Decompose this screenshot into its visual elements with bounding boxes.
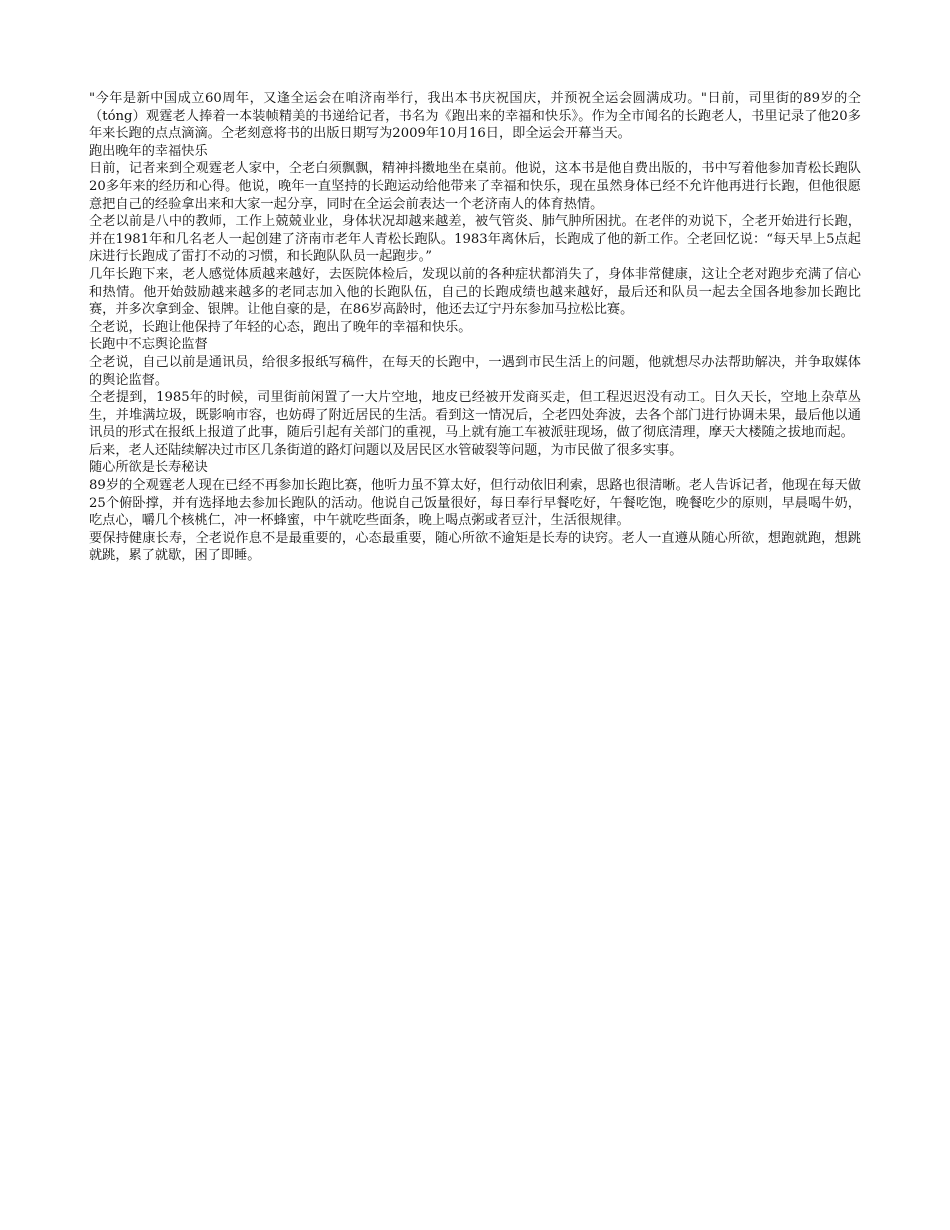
article-paragraph: 仝老说，自己以前是通讯员，给很多报纸写稿件，在每天的长跑中，一遇到市民生活上的问题，他就想尽办法帮助解决，并争取媒体的舆论监督。: [89, 354, 861, 388]
article-paragraph: 仝老说，长跑让他保持了年轻的心态，跑出了晚年的幸福和快乐。: [89, 319, 472, 335]
article-paragraph: 要保持健康长寿，仝老说作息不是最重要的，心态最重要，随心所欲不逾矩是长寿的诀窍。老人一直遵从随心所欲，想跑就跑，想跳就跳，累了就歇，困了即睡。: [89, 530, 861, 564]
article-paragraph: 日前，记者来到仝观霆老人家中，仝老白须飘飘，精神抖擞地坐在桌前。他说，这本书是他自费出版的，书中写着他参加青松长跑队20多年来的经历和心得。他说，晚年一直坚持的长跑运动给他带来了幸福和快乐，现在虽然身体已经不允许他再进行长跑，但他很愿意把自己的经验拿出来和大家一起分享，同时在全运会前表达一个老济南人的体育热情。: [89, 161, 861, 212]
article-body: [89, 90, 861, 565]
section-heading-longevity: 随心所欲是长寿秘诀: [89, 460, 208, 476]
article-paragraph: 后来，老人还陆续解决过市区几条街道的路灯问题以及居民区水管破裂等问题，为市民做了很多实事。: [89, 442, 683, 458]
article-paragraph: 几年长跑下来，老人感觉体质越来越好，去医院体检后，发现以前的各种症状都消失了，身体非常健康，这让仝老对跑步充满了信心和热情。他开始鼓励越来越多的老同志加入他的长跑队伍，自己的长跑成绩也越来越好，最后还和队员一起去全国各地参加长跑比赛，并多次拿到金、银牌。让他自豪的是，在86岁高龄时，他还去辽宁丹东参加马拉松比赛。: [89, 266, 861, 318]
article-paragraph-intro: "今年是新中国成立60周年，又逢全运会在咱济南举行，我出本书庆祝国庆，并预祝全运会圆满成功。"日前，司里街的89岁的仝（tóng）观霆老人捧着一本装帧精美的书递给记者，书名为《跑出来的幸福和快乐》。作为全市闻名的长跑老人，书里记录了他20多年来长跑的点点滴滴。仝老刻意将书的出版日期写为2009年10月16日，即全运会开幕当天。: [89, 91, 861, 142]
article-paragraph: 仝老提到，1985年的时候，司里街前闲置了一大片空地，地皮已经被开发商买走，但工程迟迟没有动工。日久天长，空地上杂草丛生，并堆满垃圾，既影响市容，也妨碍了附近居民的生活。看到这一情况后，仝老四处奔波，去各个部门进行协调未果，最后他以通讯员的形式在报纸上报道了此事，随后引起有关部门的重视，马上就有施工车被派驻现场，做了彻底清理，摩天大楼随之拔地而起。: [89, 390, 861, 441]
section-heading-happiness: 跑出晚年的幸福快乐: [89, 143, 208, 159]
article-paragraph: 仝老以前是八中的教师，工作上兢兢业业，身体状况却越来越差，被气管炎、肺气肿所困扰。在老伴的劝说下，仝老开始进行长跑，并在1981年和几名老人一起创建了济南市老年人青松长跑队。1983年离休后，长跑成了他的新工作。仝老回忆说：“每天早上5点起床进行长跑成了雷打不动的习惯，和长跑队队员一起跑步。”: [89, 214, 861, 265]
article-paragraph: 89岁的仝观霆老人现在已经不再参加长跑比赛，他听力虽不算太好，但行动依旧利索，思路也很清晰。老人告诉记者，他现在每天做25个俯卧撑，并有选择地去参加长跑队的活动。他说自己饭量很好，每日奉行早餐吃好，午餐吃饱，晚餐吃少的原则，早晨喝牛奶，吃点心，嚼几个核桃仁，冲一杯蜂蜜，中午就吃些面条，晚上喝点粥或者豆汁，生活很规律。: [89, 478, 861, 529]
section-heading-supervision: 长跑中不忘舆论监督: [89, 337, 208, 353]
